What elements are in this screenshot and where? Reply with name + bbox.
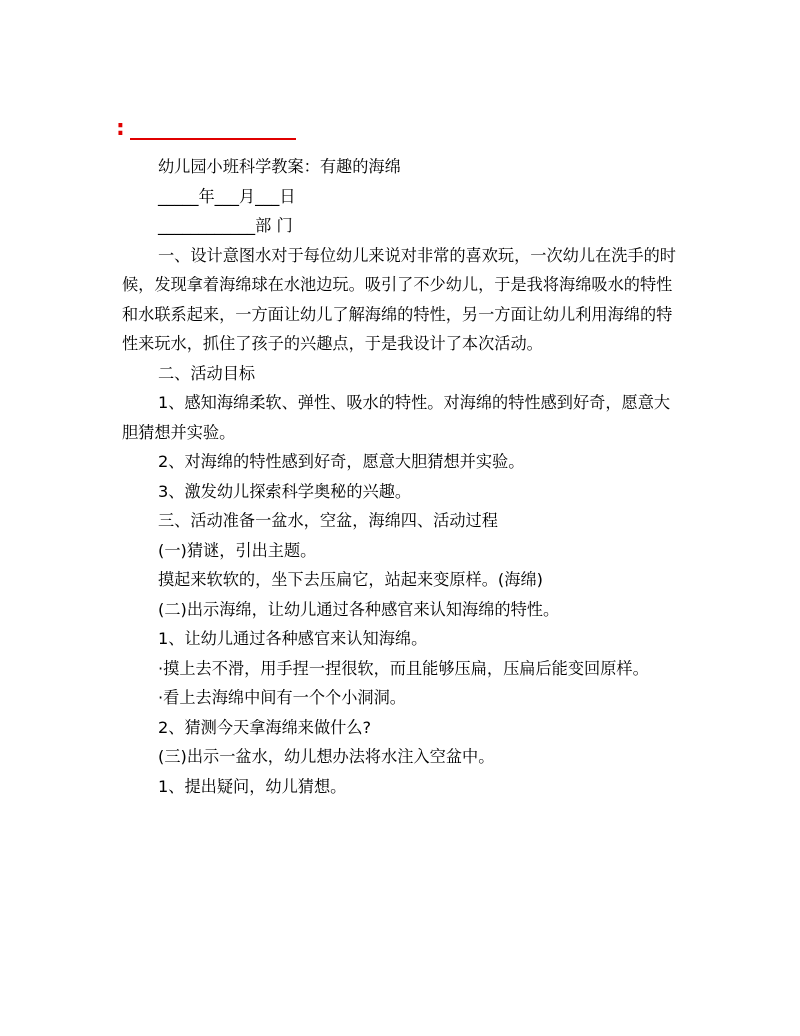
heading-activity-goals: 二、活动目标 (158, 363, 256, 383)
bullet-look: ·看上去海绵中间有一个个小洞洞。 (158, 688, 406, 707)
heading-preparation-process: 三、活动准备一盆水，空盆，海绵四、活动过程 (158, 511, 498, 530)
goal-item-2: 2、对海绵的特性感到好奇，愿意大胆猜想并实验。 (158, 452, 525, 471)
paragraph-design-intent: 一、设计意图水对于每位幼儿来说对非常的喜欢玩，一次幼儿在洗手的时候，发现拿着海绵球在水池边玩。吸引了不少幼儿，于是我将海绵吸水的特性和水联系起来，一方面让幼儿了解海绵的特性，另一方面让幼儿利用海绵的特性来玩水，抓住了孩子的兴趣点，于是我设计了本次活动。 (122, 245, 676, 353)
substep-question: 1、提出疑问，幼儿猜想。 (158, 776, 347, 796)
step-show-sponge: (二)出示海绵，让幼儿通过各种感官来认知海绵的特性。 (158, 599, 560, 619)
header-mark (116, 116, 296, 142)
header-colon: : (116, 116, 125, 141)
header-underline (130, 138, 296, 140)
document-title: 幼儿园小班科学教案：有趣的海绵 (158, 157, 401, 176)
goal-item-3: 3、激发幼儿探索科学奥秘的兴趣。 (158, 481, 412, 501)
substep-senses: 1、让幼儿通过各种感官来认知海绵。 (158, 629, 428, 648)
goal-item-1: 1、感知海绵柔软、弹性、吸水的特性。对海绵的特性感到好奇，愿意大胆猜想并实验。 (122, 393, 671, 442)
substep-guess: 2、猜测今天拿海绵来做什么? (158, 717, 372, 737)
document-body (122, 152, 682, 801)
bullet-touch: ·摸上去不滑，用手捏一捏很软，而且能够压扁，压扁后能变回原样。 (158, 658, 649, 678)
riddle-text: 摸起来软软的，坐下去压扁它，站起来变原样。(海绵) (158, 570, 543, 589)
step-water-basin: (三)出示一盆水，幼儿想办法将水注入空盆中。 (158, 747, 495, 766)
department-line: ____________部 门 (158, 216, 293, 235)
step-riddle: (一)猜谜，引出主题。 (158, 540, 317, 560)
date-line: _____年___月___日 (158, 186, 296, 206)
